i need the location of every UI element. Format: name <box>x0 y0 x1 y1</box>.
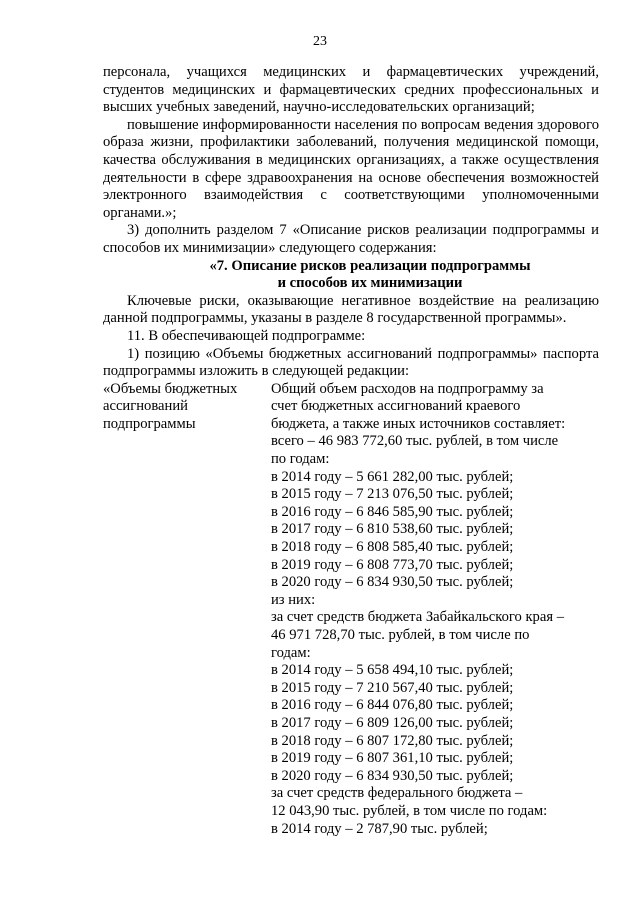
passport-left-line: «Объемы бюджетных <box>103 380 238 397</box>
paragraph-key-risks: Ключевые риски, оказывающие негативное воздействие на реализацию данной подпрограммы, указаны в разделе 8 государственной программы». <box>103 292 599 327</box>
passport-right-line: бюджета, а также иных источников составляет: <box>271 415 566 432</box>
passport-right-line: в 2020 году – 6 834 930,50 тыс. рублей; <box>271 574 514 591</box>
section-heading-line2: и способов их минимизации <box>277 275 463 292</box>
passport-right-line: в 2015 году – 7 213 076,50 тыс. рублей; <box>271 486 514 503</box>
passport-right-line: всего – 46 983 772,60 тыс. рублей, в том числе <box>271 433 559 450</box>
document-body <box>103 64 599 838</box>
passport-right-line: в 2020 году – 6 834 930,50 тыс. рублей; <box>271 767 514 784</box>
passport-right-line: в 2019 году – 6 808 773,70 тыс. рублей; <box>271 556 514 573</box>
passport-left-line: ассигнований <box>103 398 188 415</box>
passport-right-line: в 2014 году – 2 787,90 тыс. рублей; <box>271 820 488 837</box>
passport-right-cell <box>271 381 599 838</box>
passport-table <box>103 381 599 838</box>
paragraph-awareness: повышение информированности населения по вопросам ведения здорового образа жизни, профилактики заболеваний, получения медицинской помощи, качества обслуживания в медицинских организациях, а также осуществления деятельности в сфере здравоохранения на основе обеспечения возможностей электронного взаимодействия с соответствующими уполномоченными органами.»; <box>103 116 599 221</box>
paragraph-position: 1) позицию «Объемы бюджетных ассигнований подпрограммы» паспорта подпрограммы изложить в следующей редакции: <box>103 345 599 380</box>
passport-right-line: в 2018 году – 6 808 585,40 тыс. рублей; <box>271 539 514 556</box>
passport-right-line: 12 043,90 тыс. рублей, в том числе по годам: <box>271 802 548 819</box>
passport-right-line: из них: <box>271 591 316 608</box>
section-heading-line1: «7. Описание рисков реализации подпрограммы <box>209 257 531 274</box>
passport-right-line: в 2017 году – 6 809 126,00 тыс. рублей; <box>271 714 514 731</box>
passport-right-line: за счет средств бюджета Забайкальского края – <box>271 609 564 626</box>
passport-right-line: в 2015 году – 7 210 567,40 тыс. рублей; <box>271 679 514 696</box>
passport-right-line: 46 971 728,70 тыс. рублей, в том числе по <box>271 627 530 643</box>
passport-right-line: в 2016 году – 6 844 076,80 тыс. рублей; <box>271 697 514 714</box>
passport-right-line: в 2018 году – 6 807 172,80 тыс. рублей; <box>271 732 514 749</box>
passport-right-line: в 2014 году – 5 658 494,10 тыс. рублей; <box>271 662 514 679</box>
passport-left-line: подпрограммы <box>103 415 196 432</box>
passport-right-line: за счет средств федерального бюджета – <box>271 785 523 802</box>
passport-right-line: в 2016 году – 6 846 585,90 тыс. рублей; <box>271 503 514 520</box>
paragraph-personnel: персонала, учащихся медицинских и фармацевтических учреждений, студентов медицинских и фармацевтических средних профессиональных и высших учебных заведений, научно-исследовательских организаций; <box>103 64 599 116</box>
passport-right-line: Общий объем расходов на подпрограмму за <box>271 380 544 397</box>
passport-right-line: по годам: <box>271 451 330 468</box>
paragraph-item-11: 11. В обеспечивающей подпрограмме: <box>127 327 366 344</box>
page-number: 23 <box>313 34 327 49</box>
passport-right-line: счет бюджетных ассигнований краевого <box>271 398 521 415</box>
passport-right-line: в 2019 году – 6 807 361,10 тыс. рублей; <box>271 750 514 767</box>
passport-right-line: годам: <box>271 644 311 661</box>
passport-left-cell <box>103 381 271 838</box>
passport-right-line: в 2017 году – 6 810 538,60 тыс. рублей; <box>271 521 514 538</box>
passport-right-line: в 2014 году – 5 661 282,00 тыс. рублей; <box>271 468 514 485</box>
paragraph-add-section: 3) дополнить разделом 7 «Описание рисков реализации подпрограммы и способов их минимизации» следующего содержания: <box>103 222 599 256</box>
